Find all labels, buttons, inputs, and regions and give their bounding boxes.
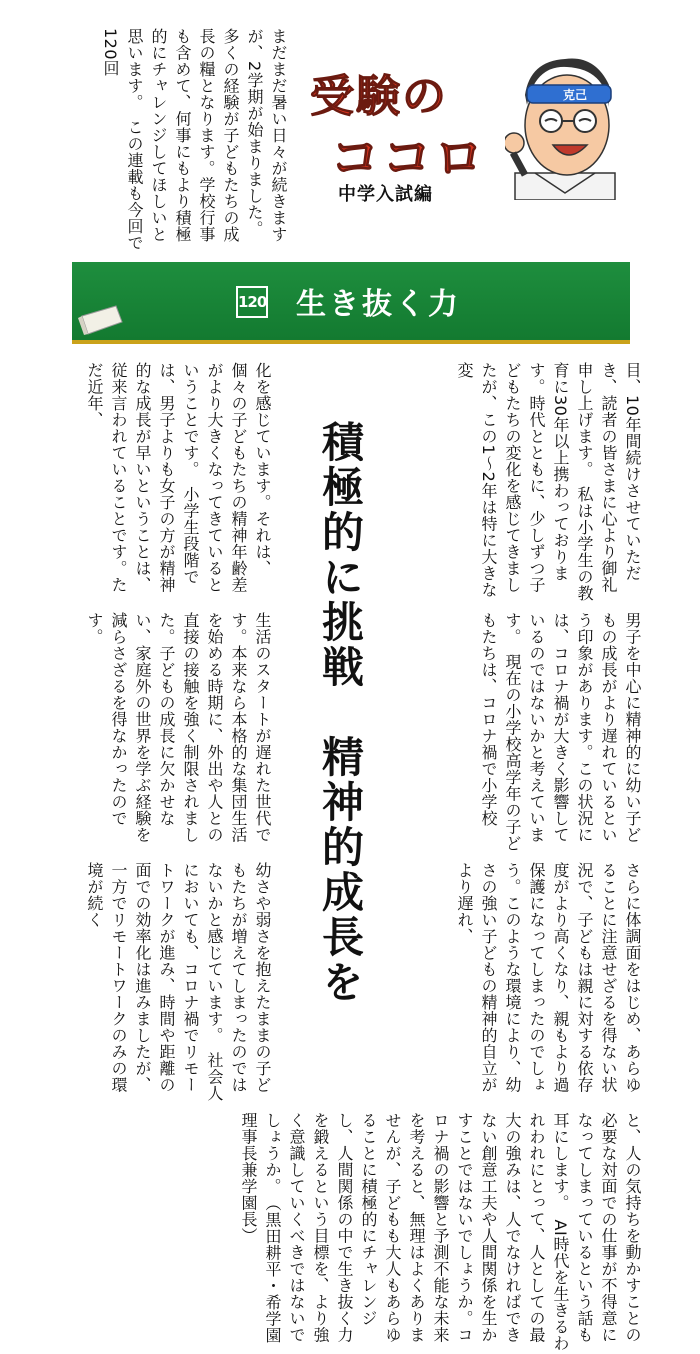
- body-column-7: と、人の気持ちを動かすことの必要な対面での仕事が不得意になってしまっているという話も耳にします。 AI時代を生きるわれわれにとって、人としての最大の強みは、人でなければできない創意工夫や人間関係を生かすことではないでしょうか。コロナ禍の影響と予測不能な未来を考えると、無理はよくありませんが、子どもも大人もあらゆることに積極的にチャレンジし、人間関係の中で生き抜く力を鍛えるという目標を、より強く意識していくべきではないでしょうか。 （黒田耕平・希学園理事長兼学園長）: [239, 1112, 642, 1352]
- article-headline: 積極的に挑戦 精神的成長を: [316, 420, 365, 1005]
- intro-text: まだまだ暑い日々が続きますが、2学期が始まりました。多くの経験が子どもたちの成長の糧となります。学校行事も含めて、何事にもより積極的にチャレンジしてほしいと思います。 この連載も今回で120回: [101, 28, 288, 251]
- body-column-6: 幼さや弱さを抱えたままの子どもたちが増えてしまったのではないかと感じています。 社会人においても、コロナ禍でリモートワークが進み、時間や距離の面での効率化は進みましたが、一方でリモートワークのみの環境が続く: [85, 862, 272, 1102]
- body-column-1: 目、10年間続けさせていただき、読者の皆さまに心より御礼申し上げます。 私は小学生の教育に30年以上携わっております。時代とともに、少しずつ子どもたちの変化を感じてきましたが、この1～2年は特に大きな変: [455, 362, 642, 602]
- headband-text: 克己: [563, 88, 588, 102]
- logo-title-line1: 受験の: [310, 71, 448, 122]
- series-subtitle: 中学入試編: [338, 184, 433, 205]
- body-column-4: 生活のスタートが遅れた世代です。本来なら本格的な集団生活を始める時期に、外出や人との直接の接触を強く制限されました。子どもの成長に欠かせない、家庭外の世界を学ぶ経験を減らさざるを得なかったのです。: [85, 612, 272, 843]
- section-title: 生き抜く力: [296, 287, 461, 322]
- mascot-teacher-illustration: [505, 55, 625, 200]
- episode-number: 120: [236, 286, 268, 318]
- eraser-icon: [78, 302, 124, 336]
- logo-title-line2: ココロ: [330, 129, 486, 187]
- series-logo: [300, 50, 490, 200]
- body-column-3: 男子を中心に精神的に幼い子どもの成長がより遅れているという印象があります。この状況には、コロナ禍が大きく影響しているのではないかと考えています。 現在の小学校高学年の子どもたちは、コロナ禍で小学校: [479, 612, 642, 852]
- body-column-2: 化を感じています。それは、個々の子どもたちの精神年齢差がより大きくなってきているということです。 小学生段階では、男子よりも女子の方が精神的な成長が早いということは、従来言われていることです。ただ近年、: [85, 362, 272, 593]
- body-column-5: さらに体調面をはじめ、あらゆることに注意せざるを得ない状況で、子どもは親に対する依存度がより高くなり、親もより過保護になってしまったのでしょう。このような環境により、幼さの強い子どもの精神的自立がより遅れ、: [455, 862, 642, 1093]
